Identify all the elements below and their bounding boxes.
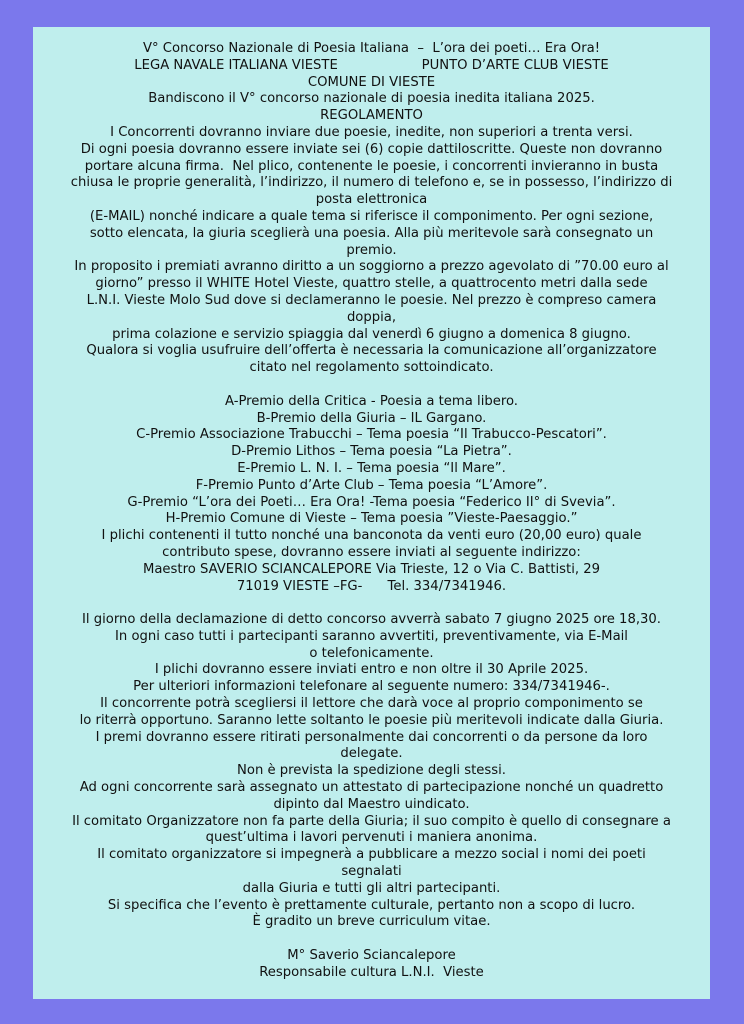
info-line: lo riterrà opportuno. Saranno lette soltanto le poesie più meritevoli indicate dalla Giuria. xyxy=(79,712,664,728)
prize-item: A-Premio della Critica - Poesia a tema libero. xyxy=(224,393,519,409)
info-line: Non è prevista la spedizione degli stessi. xyxy=(237,763,506,779)
rules-line: prima colazione e servizio spiaggia dal venerdì 6 giugno a domenica 8 giugno. xyxy=(112,326,631,342)
info-line: Il comitato Organizzatore non fa parte della Giuria; il suo compito è quello di consegnare a xyxy=(72,813,671,829)
info-line: Il giorno della declamazione di detto concorso avverrà sabato 7 giugno 2025 ore 18,30. xyxy=(81,612,662,628)
rules-line: Di ogni poesia dovranno essere inviate sei (6) copie dattiloscritte. Queste non dovranno xyxy=(80,141,663,157)
info-line: I premi dovranno essere ritirati personalmente dai concorrenti o da persone da loro xyxy=(95,729,648,745)
prize-item: G-Premio “L’ora dei Poeti… Era Ora! -Tema poesia “Federico II° di Svevia”. xyxy=(127,494,616,510)
rules-line: chiusa le proprie generalità, l’indirizzo, il numero di telefono e, se in possesso, l’indirizzo di xyxy=(70,175,673,191)
info-line: Il concorrente potrà scegliersi il lettore che darà voce al proprio componimento se xyxy=(100,696,643,712)
info-line: Per ulteriori informazioni telefonare al seguente numero: 334/7341946-. xyxy=(133,679,610,695)
info-line: Ad ogni concorrente sarà assegnato un attestato di partecipazione nonché un quadretto xyxy=(79,780,664,796)
rules-line: sotto elencata, la giuria sceglierà una poesia. Alla più meritevole sarà consegnato un xyxy=(89,225,654,241)
spacer xyxy=(33,931,710,948)
rules-line: Qualora si voglia usufruire dell’offerta è necessaria la comunicazione all’organizzatore xyxy=(86,343,657,359)
info-line: dalla Giuria e tutti gli altri partecipanti. xyxy=(242,880,501,896)
info-line: delegate. xyxy=(340,746,403,762)
info-line: Si specifica che l’evento è prettamente culturale, pertanto non a scopo di lucro. xyxy=(107,897,636,913)
address-line: 71019 VIESTE –FG- Tel. 334/7341946. xyxy=(236,578,507,594)
rules-line: L.N.I. Vieste Molo Sud dove si declameranno le poesie. Nel prezzo è compreso camera xyxy=(86,292,657,308)
rules-paragraph xyxy=(33,125,710,377)
regolamento-heading: REGOLAMENTO xyxy=(320,108,423,124)
rules-line: premio. xyxy=(346,242,397,258)
rules-line: portare alcuna firma. Nel plico, contenente le poesie, i concorrenti invieranno in busta xyxy=(84,158,659,174)
rules-line: In proposito i premiati avranno diritto a un soggiorno a prezzo agevolato di ”70.00 euro al xyxy=(74,259,669,275)
comune-line: COMUNE DI VIESTE xyxy=(307,74,436,90)
organizers-line: LEGA NAVALE ITALIANA VIESTE PUNTO D’ARTE CLUB VIESTE xyxy=(134,57,609,73)
rules-line: doppia, xyxy=(346,309,397,325)
info-paragraph xyxy=(33,612,710,931)
prize-item: B-Premio della Giuria – IL Gargano. xyxy=(256,410,487,426)
info-line: È gradito un breve curriculum vitae. xyxy=(252,914,491,930)
prizes-list xyxy=(33,394,710,596)
signature-role: Responsabile cultura L.N.I. Vieste xyxy=(259,964,484,980)
document-title: V° Concorso Nazionale di Poesia Italiana – L’ora dei poeti… Era Ora! xyxy=(143,41,600,56)
rules-line: giorno” presso il WHITE Hotel Vieste, quattro stelle, a quattrocento metri dalla sede xyxy=(95,276,648,292)
spacer xyxy=(33,595,710,612)
prize-item: F-Premio Punto d’Arte Club – Tema poesia “L’Amore”. xyxy=(195,477,548,493)
rules-line: I Concorrenti dovranno inviare due poesie, inedite, non superiori a trenta versi. xyxy=(110,124,633,140)
info-line: I plichi dovranno essere inviati entro e non oltre il 30 Aprile 2025. xyxy=(154,662,589,678)
prize-item: H-Premio Comune di Vieste – Tema poesia ”Vieste-Paesaggio.” xyxy=(165,511,578,527)
shipping-line: I plichi contenenti il tutto nonché una banconota da venti euro (20,00 euro) quale xyxy=(101,528,642,544)
info-line: quest’ultima i lavori pervenuti i maniera anonima. xyxy=(205,830,538,846)
rules-line: posta elettronica xyxy=(315,192,428,208)
prize-item: D-Premio Lithos – Tema poesia “La Pietra”. xyxy=(231,444,512,460)
rules-line: citato nel regolamento sottoindicato. xyxy=(249,360,494,376)
signature-name: M° Saverio Sciancalepore xyxy=(287,948,456,964)
announcement-line: Bandiscono il V° concorso nazionale di poesia inedita italiana 2025. xyxy=(148,91,595,107)
prize-item: E-Premio L. N. I. – Tema poesia “Il Mare”. xyxy=(237,460,506,476)
prize-item: C-Premio Associazione Trabucchi – Tema poesia “Il Trabucco-Pescatori”. xyxy=(136,427,607,443)
info-line: Il comitato organizzatore si impegnerà a pubblicare a mezzo social i nomi dei poeti xyxy=(97,847,646,863)
rules-line: (E-MAIL) nonché indicare a quale tema si riferisce il componimento. Per ogni sezione, xyxy=(89,208,654,224)
shipping-line: contributo spese, dovranno essere inviati al seguente indirizzo: xyxy=(162,544,581,560)
info-line: In ogni caso tutti i partecipanti saranno avvertiti, preventivamente, via E-Mail xyxy=(115,628,628,644)
notice-panel xyxy=(33,27,710,999)
spacer xyxy=(33,377,710,394)
signature-block xyxy=(33,948,710,982)
info-line: o telefonicamente. xyxy=(309,645,434,661)
info-line: segnalati xyxy=(341,864,402,880)
address-line: Maestro SAVERIO SCIANCALEPORE Via Trieste, 12 o Via C. Battisti, 29 xyxy=(142,561,601,577)
info-line: dipinto dal Maestro uindicato. xyxy=(273,796,470,812)
